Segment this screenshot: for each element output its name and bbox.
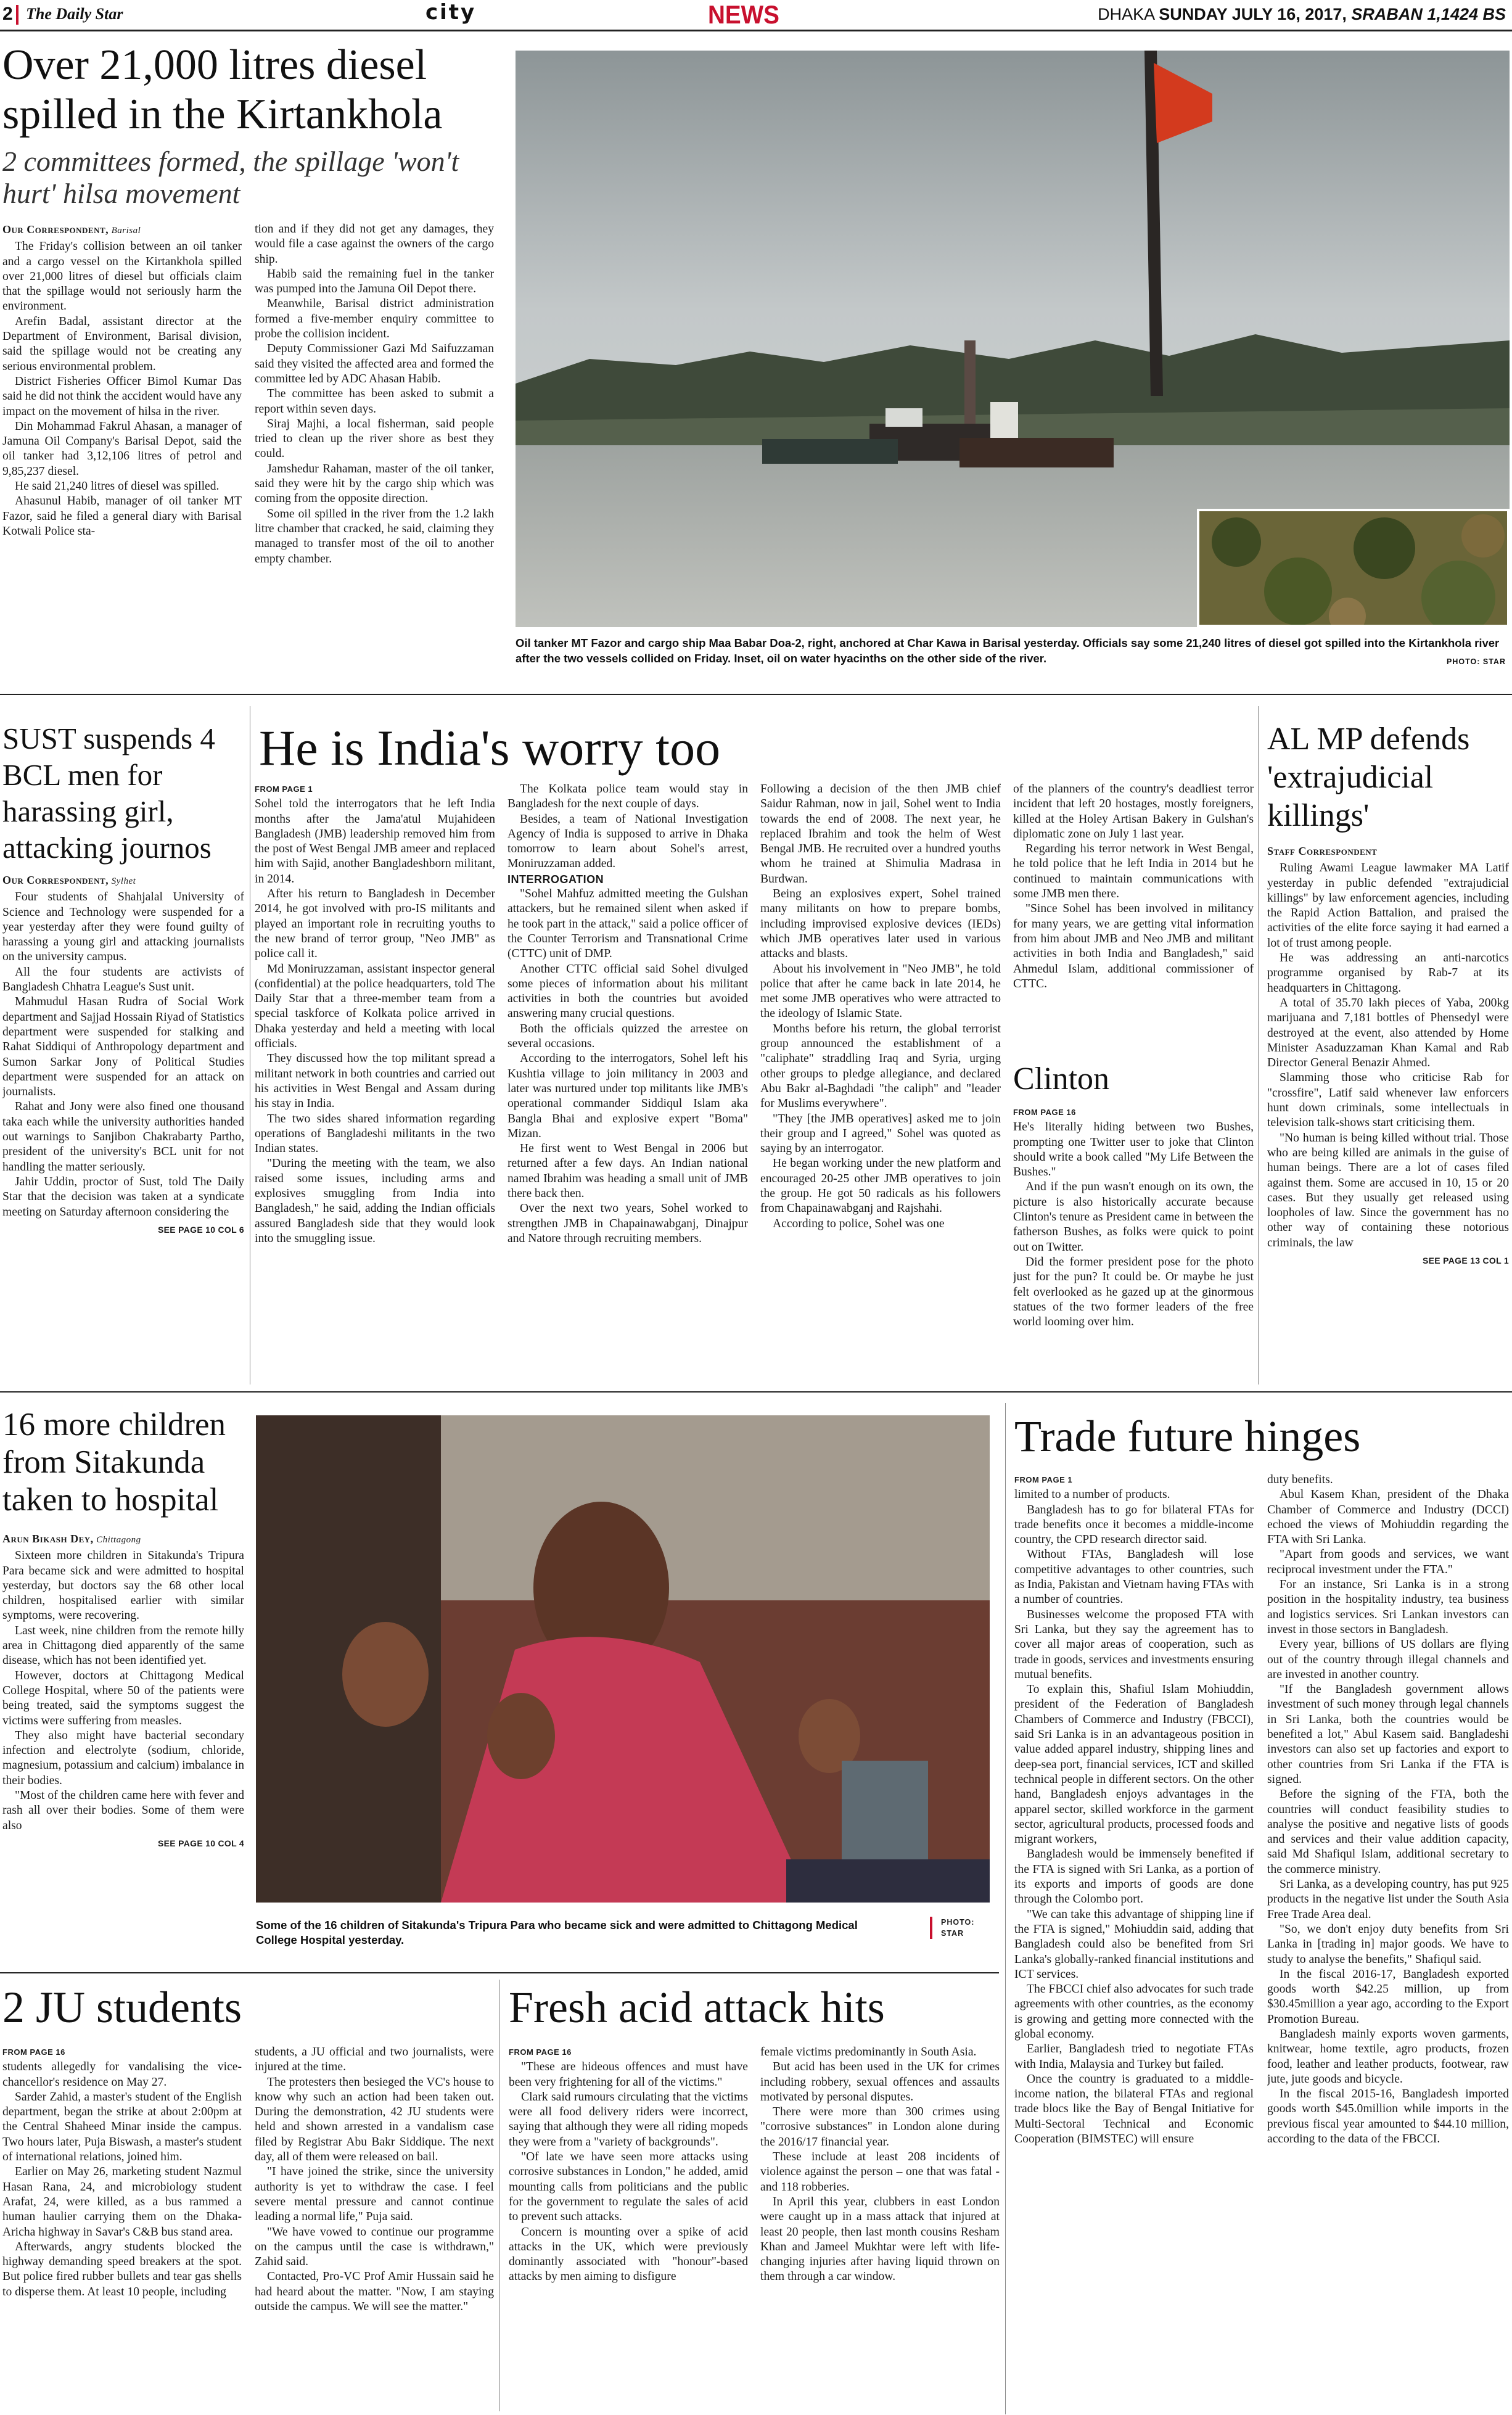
acid-headline: Fresh acid attack hits [509,1983,885,2032]
clinton-headline: Clinton [1013,1061,1110,1096]
paragraph: And if the pun wasn't enough on its own, the picture is also historically accurate because Clinton's tenure as President came in between the fatherson Bushes, as folks were quick to point out on Twitter. [1013,1180,1254,1254]
paragraph: Md Moniruzzaman, assistant inspector general (confidential) at the police headquarters, told The Daily Star that a three-member team from a special taskforce of Kolkata police arrived in Dhaka yesterday and held a meeting with local officials. [255,962,495,1051]
paragraph: Contacted, Pro-VC Prof Amir Hussain said he had heard about the matter. "Now, I am staying outside the campus. We will see the matter." [255,2270,494,2314]
paragraph: "We can take this advantage of shipping line if the FTA is signed," Mohiuddin said, adding that Bangladesh could also be benefited from Sri Lanka's globally-ranked financial institutions and ICT services. [1014,1907,1254,1981]
lead-photo-caption: Oil tanker MT Fazor and cargo ship Maa Babar Doa-2, right, anchored at Char Kawa in Barisal yesterday. Officials say some 21,240 litres of diesel got spilled into the Kirtankhola river after the two vessels collided on Friday. Inset, oil on water hyacinths on the other side of the river. PHOTO: STAR [516,635,1506,670]
section-name: city [425,0,477,25]
water-hyacinth-illustration [1199,511,1510,627]
masthead-rule [0,30,1512,31]
trade-vrule [1005,1403,1006,2414]
paragraph: duty benefits. [1267,1473,1333,1486]
paragraph: Earlier on May 26, marketing student Nazmul Hasan Rana, 24, and microbiology student Arafat, 24, were killed, as a bus rammed a human haulier carrying them on the Dhaka-Aricha highway in Savar's C&B bus stand area. [2,2165,242,2239]
paragraph: In the fiscal 2015-16, Bangladesh imported goods worth $45.0million while imports in the previous fiscal year amounted to $44.10 million, according to the data of the FBCCI. [1267,2088,1509,2146]
paragraph: There were more than 300 crimes using "corrosive substances" in London alone during the 2016/17 financial year. [760,2105,1000,2149]
sust-column [2,873,244,1388]
trade-from-page: FROM PAGE 1 [1014,1475,1073,1484]
paragraph: Arefin Badal, assistant director at the Department of Environment, Barisal division, said the spillage would not be creating any serious environmental problem. [2,315,242,373]
paragraph: A total of 35.70 lakh pieces of Yaba, 200kg marijuana and 7,181 bottles of Phensedyl were destroyed at the event, also attended by Home Minister Asaduzzaman Khan Kamal and Rab Director General Benazir Ahmed. [1267,996,1509,1070]
paragraph: According to the interrogators, Sohel left his Kushtia village to join militancy in 2003 and later was nurtured under top militants like JMB's operational commander Siddiqul Islam aka Bangla Bhai and explosive expert "Boma" Mizan. [507,1052,748,1140]
ju-headline: 2 JU students [2,1983,242,2032]
ju-column-2 [255,2045,494,2414]
sitakunda-headline: 16 more children from Sitakunda taken to hospital [2,1407,226,1518]
masthead [0,0,1512,32]
paragraph: Din Mohammad Fakrul Ahasan, a manager of Jamuna Oil Company's Barisal Depot, said the oil tanker had 3,12,106 litres of petrol and 9,85,237 diesel. [2,419,242,478]
lead-photo [516,51,1510,627]
paragraph: of the planners of the country's deadliest terror incident that left 20 hostages, mostly foreigners, killed at the Holey Artisan Bakery in Gulshan's diplomatic zone on July 1 last year. [1013,783,1254,841]
inset-photo [1197,509,1510,627]
clinton-column [1013,1105,1254,1386]
trade-headline: Trade future hinges [1014,1412,1361,1461]
paragraph: However, doctors at Chittagong Medical College Hospital, where 50 of the patients were being treated, said the symptoms suggest the victims were suffering from measles. [2,1669,244,1727]
paragraph: limited to a number of products. [1014,1488,1170,1502]
paragraph: "If the Bangladesh government allows investment of such money through legal channels in Sri Lanka, both the countries would be benefited a lot," Abul Kasem said. Bangladeshi investors can also set up factories and export to other countries from Sri Lanka if the FTA is signed. [1267,1683,1509,1786]
ju-col1-body [2,2060,242,2300]
india-column-3 [760,782,1001,1386]
trade-col2-body [1267,1473,1509,2147]
paragraph: Regarding his terror network in West Bengal, he told police that he left India in 2014 but he continued to maintain communications with some JMB men there. [1013,842,1254,901]
paragraph: The Kolkata police team would stay in Bangladesh for the next couple of days. [507,783,748,811]
india-from-page: FROM PAGE 1 [255,784,313,794]
sitakunda-photo-credit: PHOTO: STAR [930,1917,974,1939]
acid-from-page: FROM PAGE 16 [509,2047,572,2057]
paragraph: Every year, billions of US dollars are flying out of the country through illegal channels and are invested in another country. [1267,1638,1509,1681]
paragraph: "Of late we have seen more attacks using corrosive substances in London," he added, amid mounting calls from politicians and the public for the government to regulate the sales of acid to prevent such attacks. [509,2150,748,2224]
paragraph: The Friday's collision between an oil tanker and a cargo vessel on the Kirtankhola spilled over 21,000 litres of diesel but officials claim that the spillage would not seriously harm the environment. [2,240,242,313]
paragraph: Clark said rumours circulating that the victims were all food delivery riders were incorrect, saying that although they were all riding mopeds they were from a "variety of backgrounds". [509,2090,748,2149]
paragraph: Some oil spilled in the river from the 1.2 lakh litre chamber that cracked, he said, claiming they managed to transfer most of the oil to another empty chamber. [255,507,494,566]
paragraph: Bangladesh has to go for bilateral FTAs for trade benefits once it becomes a middle-income country, the CPD research director said. [1014,1503,1254,1547]
lead-byline: Our Correspondent, Barisal [2,223,141,236]
india-col3-body [760,782,1001,1232]
paragraph: Did the former president pose for the photo just for the pun? It could be. Or maybe he just felt overlooked as he gazed up at the ginormous statues of the two former leaders of the free world looming over him. [1013,1255,1254,1329]
lead-subhead: 2 committees formed, the spillage 'won't hurt' hilsa movement [2,146,459,209]
sitakunda-body [2,1549,244,1833]
paragraph: Jamshedur Rahaman, master of the oil tanker, said they were hit by the cargo ship which was coming from the opposite direction. [255,462,494,506]
india-headline: He is India's worry too [259,720,721,776]
paragraph: Being an explosives expert, Sohel trained many militants on how to prepare bombs, including improvised explosive devices (IEDs) which JMB operatives later used in various attacks and blasts. [760,887,1001,961]
sitakunda-byline: Arun Bikash Dey, Chittagong [2,1533,141,1545]
paragraph: "Sohel Mahfuz admitted meeting the Gulshan attackers, but he remained silent when asked if he took part in the attack," said a police officer of the Counter Terrorism and Transnational Crime (CTTC) unit of DMP. [507,887,748,961]
paragraph: Ruling Awami League lawmaker MA Latif yesterday in public defended "extrajudicial killings" by law enforcement agencies, including the Rapid Action Battalion, and praised the activities of the elite force saying it had earned a lot of trust among people. [1267,862,1509,950]
paragraph: Last week, nine children from the remote hilly area in Chittagong died apparently of the same disease, which has not been identified yet. [2,1624,244,1668]
india-column-2 [507,782,748,1386]
almp-vrule [1258,706,1259,1384]
paragraph: He first went to West Bengal in 2006 but returned after a few days. An Indian national named Ibrahim was heading a small unit of JMB there back then. [507,1142,748,1201]
paragraph: Sohel told the interrogators that he left India months after the Jama'atul Mujahideen Bangladesh (JMB) leadership removed him from the post of West Bengal JMB ameer and replaced him with Sajid, another Bangladeshborn militant, in 2014. [255,797,495,886]
trade-column-2 [1267,1473,1509,2413]
paragraph: Sri Lanka, as a developing country, has put 925 products in the negative list under the South Asia Free Trade Area deal. [1267,1878,1509,1921]
clinton-body [1013,1120,1254,1330]
sitakunda-column [2,1531,244,1963]
lead-headline: Over 21,000 litres diesel spilled in the Kirtankhola [2,41,443,138]
page-number: 2 [2,4,13,24]
paragraph: They discussed how the top militant spread a militant network in both countries and carried out his activities in West Bengal and Assam during his stay in India. [255,1052,495,1111]
paragraph: Bangladesh would be immensely benefited if the FTA is signed with Sri Lanka, as a portion of its exports and imports of goods are done through the Colombo port. [1014,1848,1254,1906]
paragraph: Meanwhile, Barisal district administration formed a five-member enquiry committee to probe the collision incident. [255,297,494,341]
paragraph: Sarder Zahid, a master's student of the English department, began the strike at about 2:00pm at the Central Shaheed Minar inside the campus. Two hours later, Puja Biswash, a master's student of international relations, joined him. [2,2090,242,2164]
paragraph: According to police, Sohel was one [773,1217,945,1230]
paragraph: The protesters then besieged the VC's house to know why such an action had been taken out. During the demonstration, 42 JU students were held and shown arrested in a vandalism case filed by Registrar Abu Bakr Siddique. The next day, all of them were released on bail. [255,2075,494,2164]
paragraph: Sixteen more children in Sitakunda's Tripura Para became sick and were admitted to hospital yesterday, but doctors say the 68 other local children, hospitalised earlier with similar symptoms, were recovering. [2,1549,244,1623]
paragraph: The FBCCI chief also advocates for such trade agreements with other countries, as the economy is growing and getting more connected with the global economy. [1014,1983,1254,2041]
paragraph: Following a decision of the then JMB chief Saidur Rahman, now in jail, Sohel went to India towards the end of 2008. The next year, he replaced Ibrahim and took the helm of West Bengal JMB. He recruited over a hundred youths whom he trained at Shimulia Madrasa in Burdwan. [760,783,1001,886]
paragraph: Both the officials quizzed the arrestee on several occasions. [507,1022,748,1051]
ju-col2-body [255,2045,494,2314]
paragraph: Afterwards, angry students blocked the highway demanding speed breakers at the spot. But police fired rubber bullets and tear gas shells to disperse them. At least 10 people, including [2,2240,242,2298]
almp-headline: AL MP defends 'extrajudicial killings' [1267,722,1470,833]
sust-headline: SUST suspends 4 BCL men for harassing girl, attacking journos [2,722,215,865]
trade-col1-body [1014,1487,1254,2147]
paragraph: "Since Sohel has been involved in militancy for many years, we are getting vital information from him about JMB and Neo JMB and militant activities in both India and Bangladesh," said Ahmedul Islam, additional commissioner of CTTC. [1013,902,1254,990]
category-label: NEWS [708,0,779,29]
paragraph: Before the signing of the FTA, both the countries will conduct feasibility studies to analyse the positive and negative lists of goods and services and their value addition capacity, said Md Shafiqul Islam, additional secretary to the commerce ministry. [1267,1788,1509,1876]
paragraph: Jahir Uddin, proctor of Sust, told The Daily Star that the decision was taken at a syndicate meeting on Saturday afternoon considering the [2,1175,244,1219]
almp-body [1267,861,1509,1251]
paragraph: "I have joined the strike, since the university authority is yet to withdraw the case. I feel severe mental pressure and cannot continue leading a normal life," Puja said. [255,2165,494,2224]
dateline [1098,5,1506,24]
sitakunda-caption: Some of the 16 children of Sitakunda's Tripura Para who became sick and were admitted to Chittagong Medical College Hospital yesterday. [256,1919,858,1946]
paragraph: Another CTTC official said Sohel divulged some pieces of information about his militant activities in both the countries but avoided answering many crucial questions. [507,962,748,1021]
almp-jump: SEE PAGE 13 COL 1 [1423,1256,1509,1266]
paragraph: Siraj Majhi, a local fisherman, said people tried to clean up the river shore as best they could. [255,417,494,461]
lead-col2-body [255,222,494,567]
paragraph: "These are hideous offences and must have been very frightening for all of the victims." [509,2060,748,2089]
paragraph: students allegedly for vandalising the vice-chancellor's residence on May 27. [2,2060,242,2089]
paragraph: Concern is mounting over a spike of acid attacks in the UK, which were previously dominantly associated with "honour"-based attacks by men aiming to disfigure [509,2225,748,2284]
section-rule-1 [0,694,1512,695]
paragraph: "We have vowed to continue our programme on the campus until the case is withdrawn," Zahid said. [255,2225,494,2269]
paragraph: Ahasunul Habib, manager of oil tanker MT Fazor, said he filed a general diary with Barisal Kotwali Police sta- [2,495,242,538]
acid-column-1 [509,2045,748,2414]
india-col4-body [1013,782,1254,992]
masthead-divider [16,5,18,25]
paragraph: The two sides shared information regarding operations of Bangladeshi militants in the two Indian states. [255,1112,495,1156]
paragraph: He said 21,240 litres of diesel was spilled. [15,480,220,493]
paragraph: He was addressing an anti-narcotics programme organised by Rab-7 at its headquarters in Chittagong. [1267,952,1509,995]
paragraph: They also might have bacterial secondary infection and electrolyte (sodium, chloride, magnesium, potassium and calcium) imbalance in their bodies. [2,1729,244,1787]
sust-body [2,890,244,1220]
paragraph: "During the meeting with the team, we also raised some issues, including arms and explosives smuggling from India into Bangladesh," he said, adding the Indian officials assured Bangladesh side that they would look into the smuggling issue. [255,1157,495,1245]
paragraph: The committee has been asked to submit a report within seven days. [255,387,494,416]
paragraph: About his involvement in "Neo JMB", he told police that after he came back in late 2014, he met some JMB operatives who were attracted to the ideology of Islamic State. [760,962,1001,1021]
paragraph: Besides, a team of National Investigation Agency of India is supposed to arrive in Dhaka tomorrow to learn about Sohel's arrest, Moniruzzaman added. [507,812,748,871]
sitakunda-photo [256,1415,990,1903]
acid-column-2 [760,2045,1000,2414]
paragraph: For an instance, Sri Lanka is in a strong position in the hospitality industry, tea business and logistics services. Sri Lankan investors can invest in those sectors in Bangladesh. [1267,1578,1509,1636]
india-col2b-body [507,887,748,1246]
lead-column-1 [2,222,242,691]
paragraph: In April this year, clubbers in east London were caught up in a mass attack that injured at least 20 people, then last month cousins Resham Khan and Jameel Mukhtar were left with life-changing injuries after having liquid thrown on them through a car window. [760,2195,1000,2284]
paragraph: "They [the JMB operatives] asked me to join their group and I agreed," Sohel was quoted as saying by an interrogator. [760,1112,1001,1156]
almp-byline: Staff Correspondent [1267,845,1378,857]
ju-from-page: FROM PAGE 16 [2,2047,65,2057]
paragraph: But acid has been used in the UK for crimes including robbery, sexual offences and assaults motivated by personal disputes. [760,2060,1000,2104]
paragraph: Mahmudul Hasan Rudra of Social Work department and Sajjad Hossain Riyad of Statistics department were suspended for stalking and Rahat Siddiqui of Anthropology department and Sumon Sarkar Jony of Political Studies department were suspended for an attack on journalists. [2,995,244,1099]
dateline-date: SUNDAY JULY 16, 2017, [1159,5,1347,23]
india-subhead: INTERROGATION [507,873,604,886]
section-rule-2 [0,1391,1512,1393]
paragraph: All the four students are activists of Bangladesh Chhatra League's Sust unit. [2,965,244,994]
ju-column-1 [2,2045,242,2414]
paragraph: Earlier, Bangladesh tried to negotiate FTAs with India, Malaysia and Turkey but failed. [1014,2043,1254,2071]
paragraph: Rahat and Jony were also fined one thousand taka each while the university authorities handed out warnings to Sanjibon Chakrabarty Partho, president of the university's BCL unit for not handling the matter seriously. [2,1100,244,1174]
sust-byline: Our Correspondent, Sylhet [2,874,136,886]
paragraph: Bangladesh mainly exports woven garments, knitwear, home textile, agro products, frozen food, leather and leather products, footwear, raw jute, jute goods and bicycle. [1267,2027,1509,2086]
sitakunda-jump: SEE PAGE 10 COL 4 [158,1838,244,1848]
paragraph: Months before his return, the global terrorist group announced the establishment of a "caliphate" straddling Iraq and Syria, urging other groups to pledge allegiance, and declared Abu Bakr al-Baghdadi "the caliph" and "leader for Muslims everywhere". [760,1022,1001,1111]
india-col2-body [507,782,748,872]
paragraph: After his return to Bangladesh in December 2014, he got involved with pro-IS militants and played an important role in recruiting youths to the new brand of terror group, "Neo JMB" as police call it. [255,887,495,961]
paragraph: He's literally hiding between two Bushes, prompting one Twitter user to joke that Clinton should write a book called "My Life Between the Bushes." [1013,1121,1254,1179]
paragraph: Over the next two years, Sohel worked to strengthen JMB in Chapainawabganj, Dinajpur and Natore through recruiting members. [507,1202,748,1245]
acid-col2-body [760,2045,1000,2285]
paragraph: Without FTAs, Bangladesh will lose competitive advantages to other countries, such as India, Pakistan and Vietnam having FTAs with a number of countries. [1014,1548,1254,1607]
paragraph: "So, we don't enjoy duty benefits from Sri Lanka in [trading in] major goods. We have to study to analyse the benefits," Shafiqul said. [1267,1922,1509,1966]
paragraph: students, a JU official and two journalists, were injured at the time. [255,2046,494,2074]
india-column-4 [1013,782,1254,1066]
dateline-bangla-date: SRABAN 1,1424 BS [1351,5,1506,23]
acid-vrule [499,1980,500,2411]
paragraph: Four students of Shahjalal University of Science and Technology were suspended for a year yesterday after they were found guilty of harassing a young girl and attacking journalists on the university campus. [2,891,244,964]
paragraph: Slamming those who criticise Rab for "crossfire", Latif said whenever law enforcers hunt down criminals, some intellectuals in television talk-shows start criticising them. [1267,1071,1509,1130]
hospital-children-illustration [256,1415,990,1903]
lead-column-2 [255,222,494,691]
paper-name: The Daily Star [26,5,123,23]
paragraph: Once the country is graduated to a middle-income nation, the bilateral FTAs and regional trade blocs like the Bay of Bengal Initiative for Multi-Sectoral Technical and Economic Cooperation (BIMSTEC) will ensure [1014,2072,1254,2146]
paragraph: Deputy Commissioner Gazi Md Saifuzzaman said they visited the affected area and formed the committee led by ADC Ahasan Habib. [255,342,494,385]
almp-column [1267,844,1509,1386]
paragraph: These include at least 208 incidents of violence against the person – one that was fatal - and 118 robberies. [760,2150,1000,2194]
dateline-place: DHAKA [1098,5,1154,23]
sust-jump: SEE PAGE 10 COL 6 [158,1224,244,1235]
paragraph: He began working under the new platform and encouraged 20-25 other JMB operatives to join the group. He got 50 radicals as his followers from Chapainawabganj and Rajshahi. [760,1157,1001,1216]
paragraph: In the fiscal 2016-17, Bangladesh exported goods worth $42.25 million, up from $30.45million a year ago, according to the Export Promotion Bureau. [1267,1967,1509,2026]
paragraph: "Most of the children came here with fever and rash all over their bodies. Some of them were also [2,1789,244,1832]
section-rule-3 [0,1972,999,1973]
paragraph: Businesses welcome the proposed FTA with Sri Lanka, but they say the agreement has to cover all major areas of cooperation, such as trade in goods, services and investments ensuring mutual benefits. [1014,1608,1254,1681]
clinton-from-page: FROM PAGE 16 [1013,1108,1076,1117]
india-column-1 [255,782,495,1386]
paragraph: Habib said the remaining fuel in the tanker was pumped into the Jamuna Oil Depot there. [255,267,494,296]
paragraph: "No human is being killed without trial. Those who are being killed are animals in the guise of human beings. There are a lot of cases filed against them. Some are accused in 10, 15 or 20 cases. But they usually get released using loopholes of law. Since the government has no other way of containing these notorious criminals, the law [1267,1131,1509,1249]
india-col1-body [255,797,495,1246]
paragraph: tion and if they did not get any damages, they would file a case against the owners of the cargo ship. [255,223,494,266]
trade-column-1 [1014,1473,1254,2413]
lead-col1-body [2,239,242,539]
lead-photo-credit: PHOTO: STAR [1447,657,1506,666]
acid-col1-body [509,2060,748,2284]
paragraph: To explain this, Shafiul Islam Mohiuddin, president of the Federation of Bangladesh Chambers of Commerce and Industry (FBCCI), said Sri Lanka is in an advantageous position in value added apparel industry, shipping lines and deep-sea port, financial services, ICT and skilled technical people in different sectors. On the other hand, Bangladesh enjoys advantages in the apparel sector, skilled workforce in the garment sector, agricultural products, processed foods and migrant workers, [1014,1683,1254,1846]
paragraph: female victims predominantly in South Asia. [760,2046,977,2059]
paragraph: Abul Kasem Khan, president of the Dhaka Chamber of Commerce and Industry (DCCI) echoed the views of Mohiuddin regarding the FTA with Sri Lanka. [1267,1488,1509,1547]
paragraph: "Apart from goods and services, we want reciprocal investment under the FTA." [1267,1548,1509,1576]
paragraph: District Fisheries Officer Bimol Kumar Das said he did not think the accident would have any impact on the movement of hilsa in the river. [2,374,242,418]
